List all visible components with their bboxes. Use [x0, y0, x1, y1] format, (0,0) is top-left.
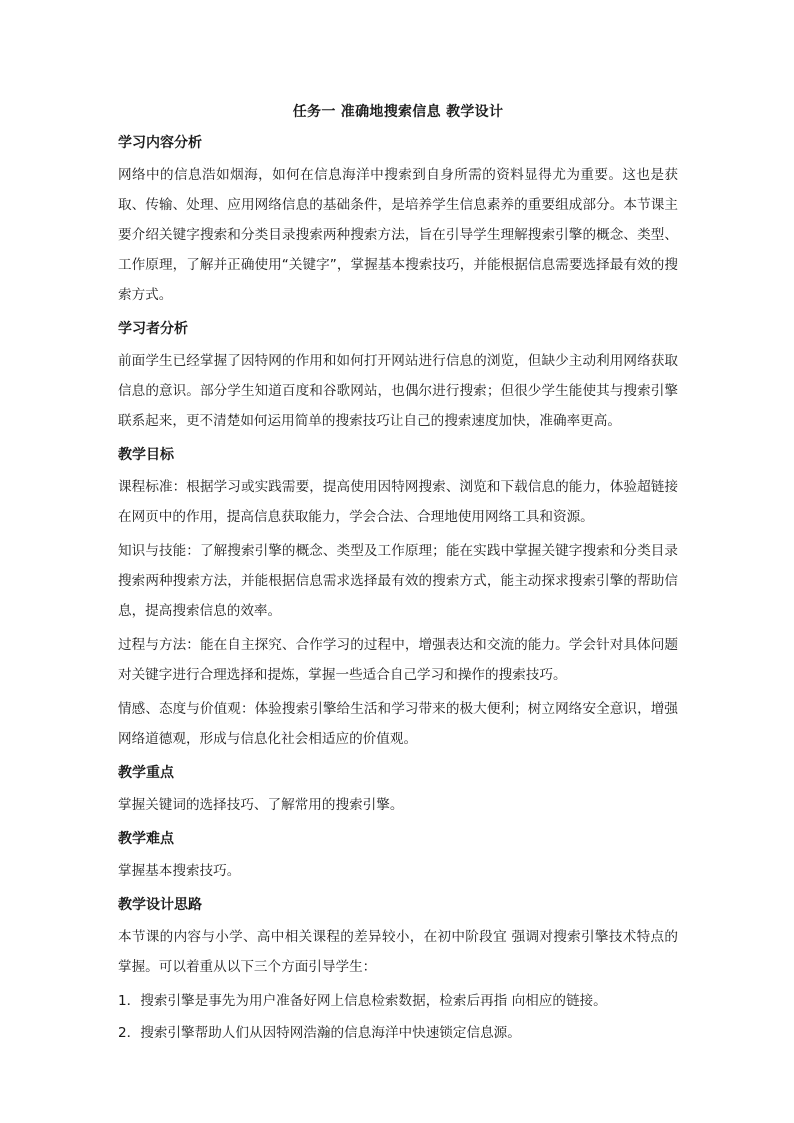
- document-page: [118, 100, 678, 1050]
- heading-content-analysis: 学习内容分析: [118, 135, 202, 151]
- paragraph-content-analysis: 网络中的信息浩如烟海，如何在信息海洋中搜索到自身所需的资料显得尤为重要。这也是获取、传输、处理、应用网络信息的基础条件，是培养学生信息素养的重要组成部分。本节课主要介绍关键字搜索和分类目录搜索两种搜索方法，旨在引导学生理解搜索引擎的概念、类型、工作原理，了解并正确使用“关键字”，掌握基本搜索技巧，并能根据信息需要选择最有效的搜索方式。: [118, 167, 678, 303]
- paragraph-process-methods: 过程与方法：能在自主探究、合作学习的过程中，增强表达和交流的能力。学会针对具体问题对关键字进行合理选择和提炼，掌握一些适合自己学习和操作的搜索技巧。: [118, 637, 678, 683]
- document-title: 任务一 准确地搜索信息 教学设计: [292, 104, 504, 120]
- list-item-design-1: 1．搜索引擎是事先为用户准备好网上信息检索数据，检索后再指 向相应的链接。: [118, 993, 607, 1009]
- heading-learner-analysis: 学习者分析: [118, 321, 188, 337]
- paragraph-key-points: 掌握关键词的选择技巧、了解常用的搜索引擎。: [118, 797, 404, 813]
- heading-key-points: 教学重点: [118, 765, 174, 781]
- list-item-design-2: 2．搜索引擎帮助人们从因特网浩瀚的信息海洋中快速锁定信息源。: [118, 1025, 521, 1041]
- heading-difficulties: 教学难点: [118, 831, 174, 847]
- heading-design-ideas: 教学设计思路: [118, 897, 202, 913]
- heading-objectives: 教学目标: [118, 447, 174, 463]
- paragraph-learner-analysis: 前面学生已经掌握了因特网的作用和如何打开网站进行信息的浏览，但缺少主动利用网络获取信息的意识。部分学生知道百度和谷歌网站，也偶尔进行搜索；但很少学生能使其与搜索引擎联系起来，更不清楚如何运用简单的搜索技巧让自己的搜索速度加快，准确率更高。: [118, 353, 678, 429]
- paragraph-emotion-values: 情感、态度与价值观：体验搜索引擎给生活和学习带来的极大便利；树立网络安全意识，增强网络道德观，形成与信息化社会相适应的价值观。: [118, 701, 678, 747]
- paragraph-design-intro: 本节课的内容与小学、高中相关课程的差异较小，在初中阶段宜 强调对搜索引擎技术特点的掌握。可以着重从以下三个方面引导学生：: [118, 929, 678, 975]
- paragraph-knowledge-skills: 知识与技能：了解搜索引擎的概念、类型及工作原理；能在实践中掌握关键字搜索和分类目录搜索两种搜索方法，并能根据信息需求选择最有效的搜索方式，能主动探求搜索引擎的帮助信息，提高搜索信息的效率。: [118, 543, 678, 619]
- paragraph-difficulties: 掌握基本搜索技巧。: [118, 863, 241, 879]
- paragraph-curriculum-standard: 课程标准：根据学习或实践需要，提高使用因特网搜索、浏览和下载信息的能力，体验超链接在网页中的作用，提高信息获取能力，学会合法、合理地使用网络工具和资源。: [118, 479, 678, 525]
